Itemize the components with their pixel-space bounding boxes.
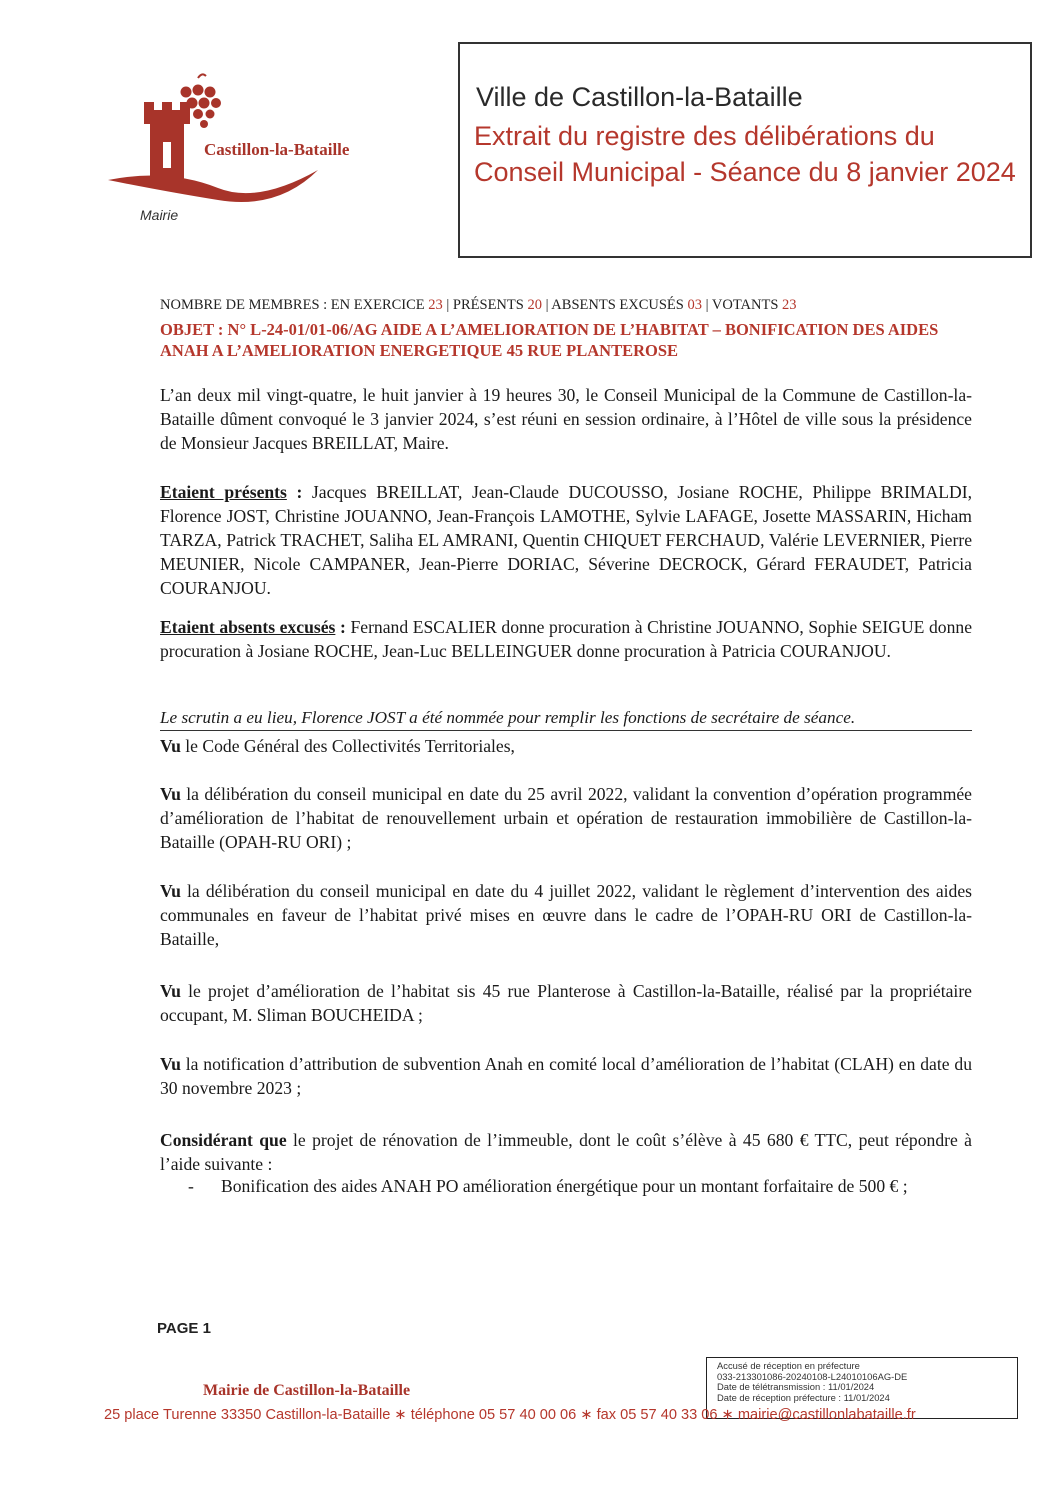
presents-count: 20 [527, 297, 542, 313]
title-box [458, 42, 1032, 258]
absents-paragraph: Etaient absents excusés : Fernand ESCALIER donne procuration à Christine JOUANNO, Sophie SEIGUE donne procuration à Josiane ROCHE, Jean-Luc BELLEINGUER donne procuration à Patricia COURANJOU. [160, 617, 973, 661]
vu-paragraph: Vu la délibération du conseil municipal en date du 4 juillet 2022, validant le règlement d’intervention des aides communales en faveur de l’habitat privé mises en œuvre dans le cadre de l’OPAH-RU ORI de Castillon-la-Bataille, [160, 881, 972, 949]
footer-name: Mairie de Castillon-la-Bataille [203, 1382, 411, 1399]
document-title: Extrait du registre des délibérations du Conseil Municipal - Séance du 8 janvier 2024 [474, 121, 1016, 187]
vu-paragraph: Vu le Code Général des Collectivités Territoriales, [160, 736, 515, 756]
vu-paragraph: Vu la délibération du conseil municipal en date du 25 avril 2022, validant la convention d’opération programmée d’amélioration de l’habitat de renouvellement urbain et opération de restauration immobilière de Castillon-la-Bataille (OPAH-RU ORI) ; [160, 784, 972, 852]
page-number: PAGE 1 [157, 1320, 211, 1337]
objet-heading: OBJET : N° L-24-01/01-06/AG AIDE A L’AMELIORATION DE L’HABITAT – BONIFICATION DES AIDES ANAH A L’AMELIORATION ENERGETIQUE 45 RUE PLANTEROSE [160, 320, 939, 360]
en-exercice-count: 23 [428, 297, 443, 313]
city-title: Ville de Castillon-la-Bataille [476, 82, 803, 112]
absents-label: Etaient absents excusés [160, 617, 336, 637]
vu-paragraph: Vu la notification d’attribution de subvention Anah en comité local d’amélioration de l’habitat (CLAH) en date du 30 novembre 2023 ; [160, 1054, 972, 1098]
tower-icon [144, 102, 190, 188]
absents-count: 03 [687, 297, 702, 313]
members-count: NOMBRE DE MEMBRES : EN EXERCICE 23 | PRÉSENTS 20 | ABSENTS EXCUSÉS 03 | VOTANTS 23 [160, 297, 797, 313]
presents-paragraph: Etaient présents : Jacques BREILLAT, Jean-Claude DUCOUSSO, Josiane ROCHE, Philippe BRIMALDI, Florence JOST, Christine JOUANNO, Jean-François LAMOTHE, Sylvie LAFAGE, Josette MASSARIN, Hicham TARZA, Patrick TRACHET, Saliha EL AMRANI, Quentin CHIQUET FERCHAUD, Valérie LEVERNIER, Pierre MEUNIER, Nicole CAMPANER, Jean-Pierre DORIAC, Séverine DECROCK, Gérard FERAUDET, Patricia COURANJOU. [160, 482, 972, 598]
logo-subtitle: Mairie [140, 207, 179, 223]
presents-label: Etaient présents [160, 482, 287, 502]
intro-paragraph: L’an deux mil vingt-quatre, le huit janvier à 19 heures 30, le Conseil Municipal de la Commune de Castillon-la-Bataille dûment convoqué le 3 janvier 2024, s’est réuni en session ordinaire, à l’Hôtel de ville sous la présidence de Monsieur Jacques BREILLAT, Maire. [160, 385, 972, 453]
prefecture-stamp: Accusé de réception en préfecture 033-213301086-20240108-L24010106AG-DE Date de télétransmission : 11/01/2024 Date de réception préfecture : 11/01/2024 [706, 1357, 1018, 1419]
considerant-paragraph: Considérant que le projet de rénovation de l’immeuble, dont le coût s’élève à 45 680 € TTC, peut répondre à l’aide suivante : [160, 1130, 972, 1174]
logo-name: Castillon-la-Bataille [204, 140, 350, 159]
footer-address: 25 place Turenne 33350 Castillon-la-Bataille ∗ téléphone 05 57 40 00 06 ∗ fax 05 57 40 33 06 ∗ mairie@castillonlabataille.fr [104, 1407, 916, 1423]
river-swoosh [108, 170, 318, 202]
scrutin-line: Le scrutin a eu lieu, Florence JOST a été nommée pour remplir les fonctions de secrétaire de séance. [160, 707, 972, 731]
vu-paragraph: Vu le projet d’amélioration de l’habitat sis 45 rue Planterose à Castillon-la-Bataille, réalisé par la propriétaire occupant, M. Sliman BOUCHEIDA ; [160, 981, 972, 1025]
votants-count: 23 [782, 297, 797, 313]
